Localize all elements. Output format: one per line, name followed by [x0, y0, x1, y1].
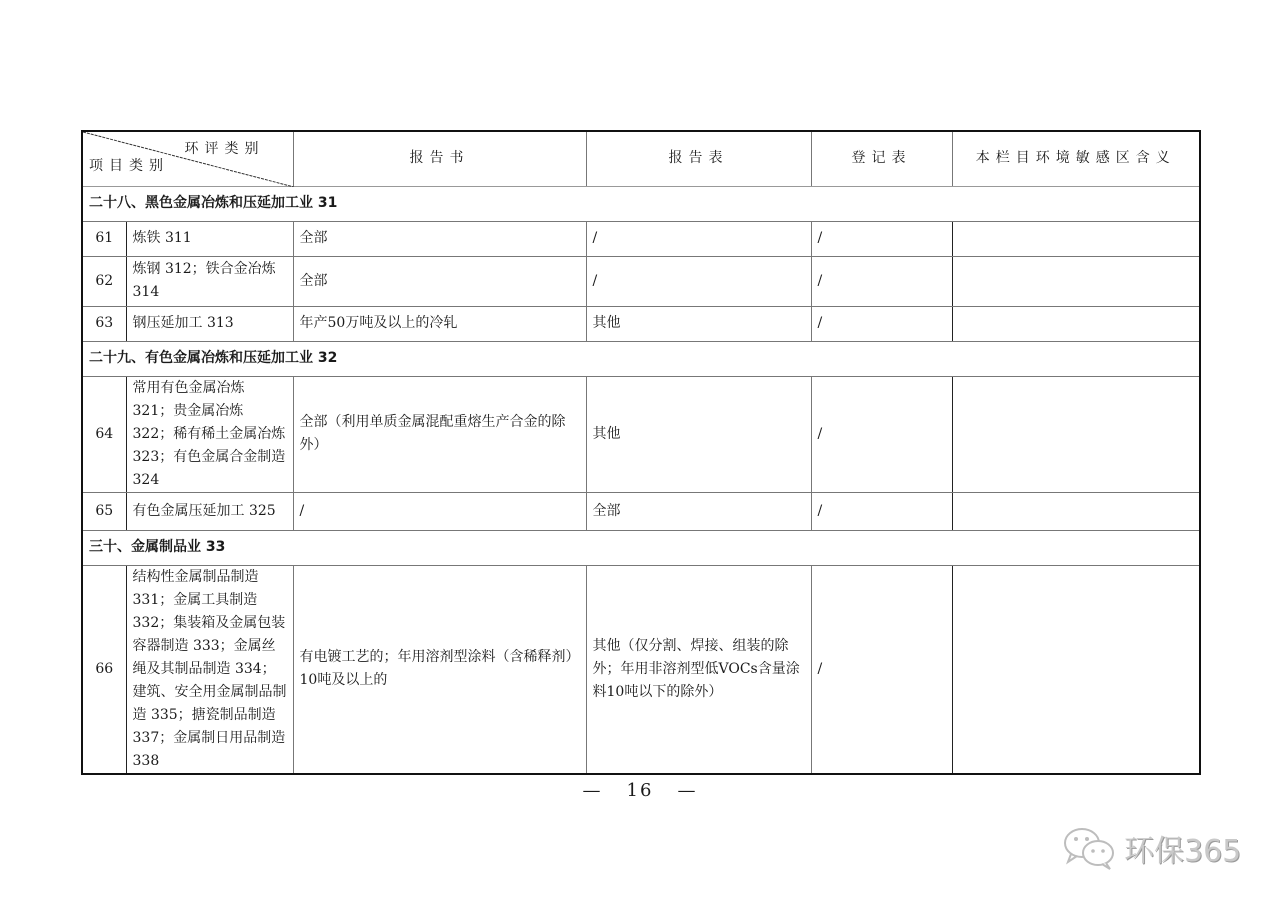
project-category: 钢压延加工 313: [126, 306, 293, 341]
project-category: 常用有色金属冶炼 321；贵金属冶炼 322；稀有稀土金属冶炼 323；有色金属合金制造 324: [126, 376, 293, 492]
meaning-cell: [952, 376, 1200, 492]
meaning-cell: [952, 306, 1200, 341]
page-dash-right: —: [677, 780, 698, 801]
register-cell: /: [811, 492, 952, 530]
table-row: [82, 221, 1200, 256]
project-category: 结构性金属制品制造 331；金属工具制造 332；集装箱及金属包装容器制造 333；金属丝绳及其制品制造 334；建筑、安全用金属制品制造 335；搪瓷制品制造 337；金属制日用品制造 338: [126, 565, 293, 774]
form-cell: 其他: [586, 376, 811, 492]
col-header-report: 报告书: [293, 131, 586, 186]
project-category-label: 项目类别: [89, 157, 169, 174]
row-number: 66: [82, 565, 126, 774]
page-number: [0, 780, 1280, 801]
meaning-cell: [952, 256, 1200, 306]
col-header-register: 登记表: [811, 131, 952, 186]
register-cell: /: [811, 306, 952, 341]
report-cell: 有电镀工艺的；年用溶剂型涂料（含稀释剂）10吨及以上的: [293, 565, 586, 774]
form-cell: /: [586, 256, 811, 306]
eia-category-label: 环评类别: [184, 141, 265, 157]
watermark-text: 环保365: [1124, 834, 1242, 869]
table-row: [82, 256, 1200, 306]
form-cell: /: [586, 221, 811, 256]
table-row: [82, 376, 1200, 492]
report-cell: 全部（利用单质金属混配重熔生产合金的除外）: [293, 376, 586, 492]
watermark: [1062, 826, 1241, 870]
project-category: 炼铁 311: [126, 221, 293, 256]
meaning-cell: [952, 492, 1200, 530]
row-number: 64: [82, 376, 126, 492]
section-title: 三十、金属制品业 33: [82, 530, 1200, 565]
section-title: 二十八、黑色金属冶炼和压延加工业 31: [82, 186, 1200, 221]
register-cell: /: [811, 221, 952, 256]
section-title: 二十九、有色金属冶炼和压延加工业 32: [82, 341, 1200, 376]
row-number: 61: [82, 221, 126, 256]
page-dash-left: —: [582, 780, 603, 801]
project-category: 有色金属压延加工 325: [126, 492, 293, 530]
section-row: [82, 530, 1200, 565]
meaning-cell: [952, 565, 1200, 774]
section-row: [82, 186, 1200, 221]
register-cell: /: [811, 565, 952, 774]
section-row: [82, 341, 1200, 376]
register-cell: /: [811, 256, 952, 306]
col-header-form: 报告表: [586, 131, 811, 186]
report-cell: 全部: [293, 221, 586, 256]
page-number-value: 16: [626, 780, 654, 801]
header-row: [82, 131, 1200, 186]
row-number: 65: [82, 492, 126, 530]
form-cell: 其他（仅分割、焊接、组装的除外；年用非溶剂型低VOCs含量涂料10吨以下的除外）: [586, 565, 811, 774]
project-category: 炼钢 312；铁合金冶炼 314: [126, 256, 293, 306]
table-row: [82, 565, 1200, 774]
report-cell: 年产50万吨及以上的冷轧: [293, 306, 586, 341]
diagonal-header-cell: [82, 131, 293, 186]
row-number: 63: [82, 306, 126, 341]
form-cell: 全部: [586, 492, 811, 530]
table-row: [82, 306, 1200, 341]
eia-classification-table: [81, 130, 1201, 775]
report-cell: 全部: [293, 256, 586, 306]
table-row: [82, 492, 1200, 530]
row-number: 62: [82, 256, 126, 306]
report-cell: /: [293, 492, 586, 530]
meaning-cell: [952, 221, 1200, 256]
col-header-meaning: 本栏目环境敏感区含义: [952, 131, 1200, 186]
wechat-icon: [1062, 826, 1118, 870]
register-cell: /: [811, 376, 952, 492]
form-cell: 其他: [586, 306, 811, 341]
